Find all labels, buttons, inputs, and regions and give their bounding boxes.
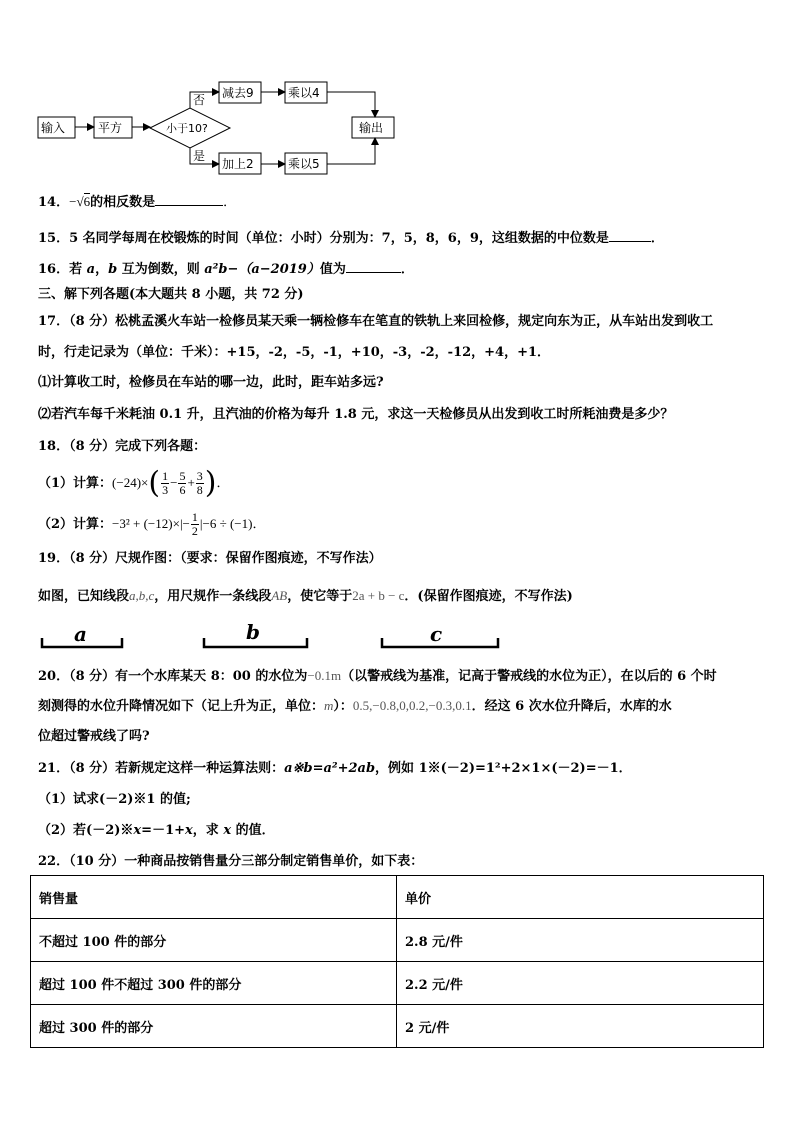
q18-p2-neg: −: [182, 516, 190, 531]
flow-minus9-label: 减去9: [222, 86, 254, 100]
table-header-cell: 单价: [397, 876, 764, 919]
table-row: [31, 1005, 764, 1048]
table-cell: 超过 300 件的部分: [31, 1005, 397, 1048]
q18-p1-frac-3: $\frac{3}{8}$: [196, 469, 203, 497]
flow-times5-label: 乘以5: [288, 157, 320, 171]
q19-text-2: ，用尺规作一条线段: [154, 589, 272, 604]
q15-answer-blank[interactable]: [609, 229, 651, 242]
q18-part-1: [38, 466, 230, 500]
q18-part-2: [38, 507, 265, 541]
question-16: [38, 260, 414, 279]
q21-s2-x1: x: [133, 823, 142, 838]
q14-number: 14．: [38, 195, 70, 210]
q16-text-4: 值为: [319, 262, 346, 277]
q16-text-2: ，: [95, 262, 109, 277]
q18-p2-term: −3² + (−12)×: [112, 516, 180, 531]
question-15: [38, 229, 664, 248]
q20-unit: m: [324, 698, 334, 713]
segment-b-label: b: [246, 620, 260, 644]
q21-sub-1: （1）试求(－2)※1 的值;: [38, 792, 191, 807]
q17-line-1: 17．（8 分）松桃孟溪火车站一检修员某天乘一辆检修车在笔直的铁轨上来回检修，规定向东为正，从车站出发到收工: [38, 314, 714, 329]
q19-vars: a,b,c: [129, 588, 155, 603]
q14-answer-blank[interactable]: [155, 193, 223, 206]
q18-p1-lparen: (: [148, 465, 161, 501]
q15-number: 15．: [38, 231, 70, 246]
q21-line-1: [38, 760, 632, 778]
q21-s2-text-3: ，求: [192, 823, 224, 838]
q19-segments: [0, 615, 794, 655]
q16-expression: a²b−（a−2019）: [204, 262, 320, 277]
table-cell: 超过 100 件不超过 300 件的部分: [31, 962, 397, 1005]
table-cell: 2.8 元/件: [397, 919, 764, 962]
q21-s2-text-1: （2）若(－2)※: [38, 823, 134, 838]
q19-text-1: 如图，已知线段: [38, 589, 130, 604]
q19-expression: 2a + b − c: [352, 588, 405, 603]
q21-s2-text-2: =－1+: [141, 823, 186, 838]
flow-no-label: 否: [193, 93, 206, 107]
q16-text-3: 互为倒数，则: [117, 262, 205, 277]
q20-text-4: ）：: [333, 699, 353, 714]
q21-text-1: 21．（8 分）若新规定这样一种运算法则：: [38, 761, 285, 776]
flow-times4-label: 乘以4: [288, 86, 320, 100]
q16-number: 16．: [38, 262, 70, 277]
q21-rule: a※b=a²+2ab: [284, 761, 376, 776]
q22-heading: 22．（10 分）一种商品按销售量分三部分制定销售单价，如下表：: [38, 854, 424, 869]
q16-var-b: b: [108, 262, 118, 277]
table-row: [31, 919, 764, 962]
q14-minus: −: [69, 194, 77, 209]
q14-text: 的相反数是: [90, 195, 156, 210]
q16-answer-blank[interactable]: [346, 260, 401, 273]
q18-p1-term: (−24)×: [112, 475, 149, 490]
q18-p2-tail: −6 ÷ (−1): [202, 516, 253, 531]
q20-line-3: 位超过警戒线了吗?: [38, 729, 150, 744]
table-cell: 2 元/件: [397, 1005, 764, 1048]
q18-p1-frac-1: $\frac{1}{3}$: [162, 469, 169, 497]
q14-sqrt: √6: [76, 194, 91, 209]
q17-line-2: 时，行走记录为（单位：千米）：+15，-2，-5，-1，+10，-3，-2，-12，+4，+1．: [38, 345, 551, 360]
q18-p1-frac-2: $\frac{5}{6}$: [179, 469, 186, 497]
table-cell: 不超过 100 件的部分: [31, 919, 397, 962]
q17-sub-1: ⑴计算收工时，检修员在车站的哪一边，此时，距车站多远?: [38, 375, 384, 390]
flow-yes-label: 是: [193, 149, 206, 163]
q19-heading: 19．（8 分）尺规作图：（要求：保留作图痕迹，不写作法）: [38, 551, 382, 566]
q18-p1-end: ．: [216, 476, 230, 491]
q20-initial-level: −0.1m: [307, 668, 342, 683]
flow-plus2-label: 加上2: [222, 157, 254, 171]
q18-p2-abs-left: |: [179, 516, 183, 531]
q20-values: 0.5,−0.8,0,0.2,−0.3,0.1: [352, 698, 472, 713]
flow-input-label: 输入: [41, 121, 66, 135]
q20-text-2: （以警戒线为基准，记高于警戒线的水位为正），在以后的 6 个时: [341, 669, 717, 684]
question-14: [38, 193, 236, 212]
q18-heading: 18．（8 分）完成下列各题：: [38, 439, 207, 454]
q18-p2-end: ．: [252, 517, 266, 532]
q21-text-2: ，例如 1※(－2)=1²+2×1×(－2)=－1．: [375, 761, 632, 776]
q20-line-1: [38, 667, 717, 686]
q21-s2-x2: x: [185, 823, 193, 838]
q18-p1-plus: +: [187, 475, 195, 490]
q16-end: ．: [400, 262, 414, 277]
q19-body: [38, 587, 573, 606]
q20-text-1: 20．（8 分）有一个水库某天 8：00 的水位为: [38, 669, 308, 684]
table-header-cell: 销售量: [31, 876, 397, 919]
flowchart: [0, 0, 794, 185]
table-cell: 2.2 元/件: [397, 962, 764, 1005]
flow-square-label: 平方: [98, 121, 123, 135]
q14-end: ．: [223, 195, 237, 210]
table-row: [31, 962, 764, 1005]
q18-p2-frac: $\frac{1}{2}$: [191, 510, 198, 538]
q18-p1-rparen: ): [204, 465, 217, 501]
q18-part-2-label: （2）计算：: [38, 517, 113, 532]
q19-ab: AB: [271, 588, 288, 603]
q19-text-4: ．(保留作图痕迹，不写作法): [404, 589, 573, 604]
q15-text: 5 名同学每周在校锻炼的时间（单位：小时）分别为：7，5，8，6，9，这组数据的中位数是: [69, 231, 609, 246]
segment-a-label: a: [74, 622, 87, 646]
q14-radicand: 6: [83, 194, 91, 209]
segment-c-label: c: [430, 622, 443, 646]
q16-var-a: a: [86, 262, 96, 277]
q21-sub-2: [38, 822, 275, 840]
flow-decision-label: 小于10?: [166, 122, 208, 135]
q20-text-5: ．经这 6 次水位升降后，水库的水: [471, 699, 672, 714]
q19-text-3: ，使它等于: [287, 589, 353, 604]
q16-text-1: 若: [69, 262, 87, 277]
q15-end: ．: [650, 231, 664, 246]
price-table: [30, 875, 764, 1048]
q20-text-3: 刻测得的水位升降情况如下（记上升为正，单位：: [38, 699, 325, 714]
q18-part-1-label: （1）计算：: [38, 476, 113, 491]
q21-s2-text-4: 的值．: [231, 823, 275, 838]
q18-p2-abs-right: |: [199, 516, 203, 531]
q21-s2-x3: x: [223, 823, 232, 838]
flow-output-label: 输出: [359, 121, 384, 135]
section-3-heading: 三、解下列各题(本大题共 8 小题，共 72 分): [38, 287, 304, 302]
q20-line-2: [38, 697, 672, 716]
table-header-row: [31, 876, 764, 919]
q18-p1-minus: −: [170, 475, 178, 490]
q17-sub-2: ⑵若汽车每千米耗油 0.1 升，且汽油的价格为每升 1.8 元，求这一天检修员从出发到收工时所耗油费是多少？: [38, 407, 674, 422]
